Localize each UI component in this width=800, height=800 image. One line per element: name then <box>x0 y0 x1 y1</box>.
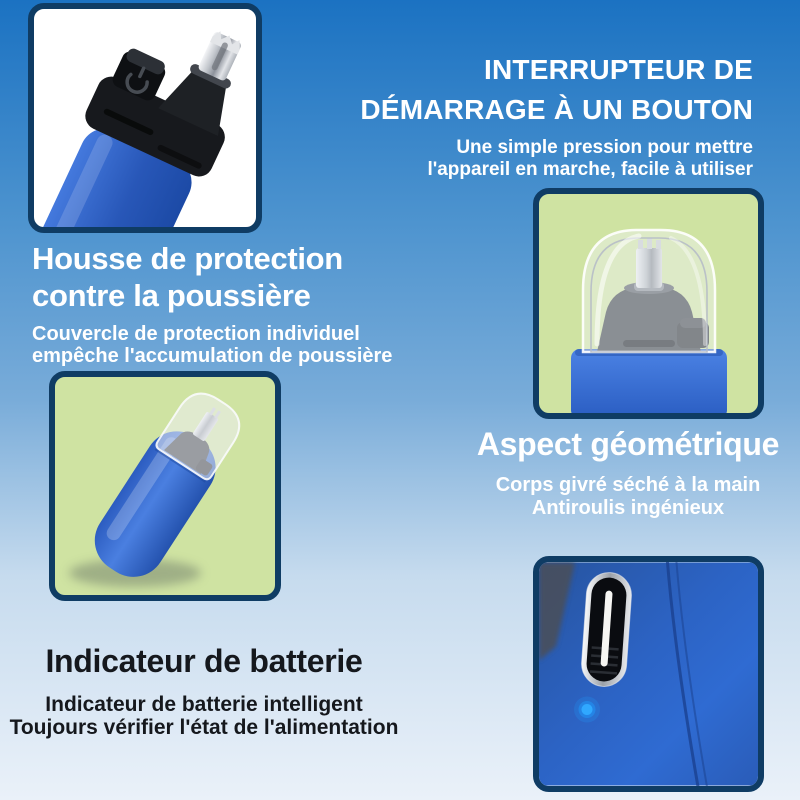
trimmer-head-closeup-photo <box>34 9 256 227</box>
subtitle-line: empêche l'accumulation de poussière <box>32 345 393 367</box>
section-battery <box>0 645 408 739</box>
section-subtitle <box>0 693 408 739</box>
trimmer-body <box>571 349 727 413</box>
subtitle-line: Indicateur de batterie intelligent <box>45 693 363 716</box>
subtitle-line: l'appareil en marche, facile à utiliser <box>427 159 753 180</box>
photo-card-capped-trimmer <box>533 188 764 419</box>
photo-card-battery-indicator <box>533 556 764 792</box>
section-subtitle <box>32 323 392 367</box>
section-subtitle <box>458 474 798 520</box>
battery-indicator-closeup-photo <box>539 562 758 786</box>
subtitle-line: Toujours vérifier l'état de l'alimentation <box>9 716 399 739</box>
trimmer-device <box>34 9 256 227</box>
section-one-button <box>360 50 753 181</box>
section-title <box>458 428 798 460</box>
title-line: INTERRUPTEUR DE <box>483 54 753 85</box>
photo-card-tilted-trimmer <box>49 371 281 601</box>
led-indicator <box>574 697 600 723</box>
title-line: Aspect géométrique <box>476 426 780 462</box>
photo-card-trimmer-head <box>28 3 262 233</box>
subtitle-line: Une simple pression pour mettre <box>456 137 753 158</box>
subtitle-line: Antiroulis ingénieux <box>531 497 725 519</box>
trimmer-with-dust-cap-photo <box>539 194 758 413</box>
title-line: Indicateur de batterie <box>45 643 363 679</box>
title-line: Housse de protection <box>32 241 343 276</box>
section-title <box>32 240 392 314</box>
tilted-trimmer-photo <box>55 377 275 595</box>
subtitle-line: Corps givré séché à la main <box>495 474 761 496</box>
power-button <box>580 571 633 688</box>
title-line: DÉMARRAGE À UN BOUTON <box>360 94 753 125</box>
subtitle-line: Couvercle de protection individuel <box>32 323 360 345</box>
title-line: contre la poussière <box>32 278 311 313</box>
section-dust-cover <box>32 240 392 367</box>
transparent-dust-cap <box>583 230 715 352</box>
trimmer-device <box>83 382 252 589</box>
section-subtitle <box>360 137 753 181</box>
section-geometry <box>458 428 798 520</box>
section-title <box>0 645 408 677</box>
section-title <box>360 50 753 130</box>
device-surface <box>539 563 758 786</box>
